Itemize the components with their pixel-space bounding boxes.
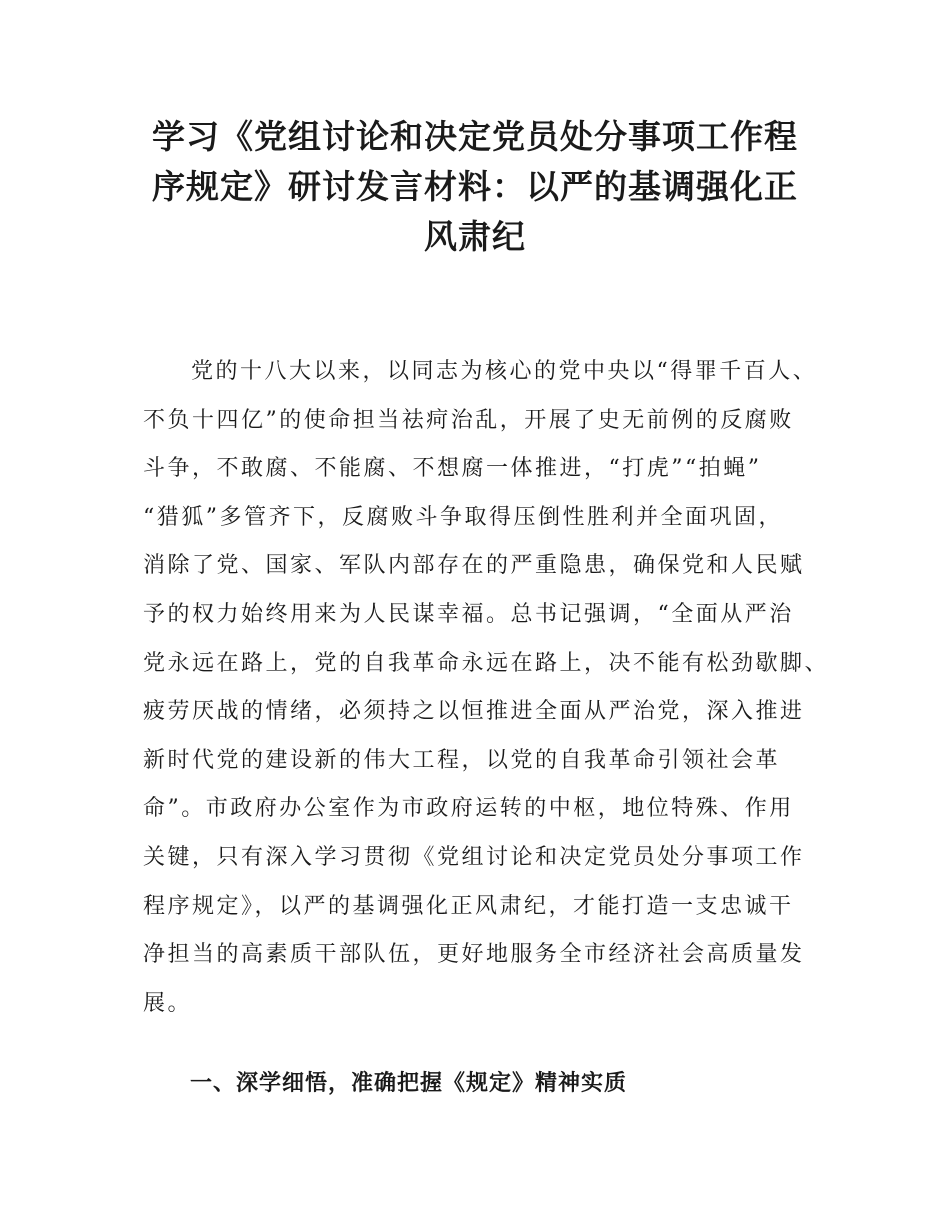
paragraph-line: 命”。市政府办公室作为市政府运转的中枢，地位特殊、作用: [143, 796, 794, 822]
title-line: 学习《党组讨论和决定党员处分事项工作程: [152, 117, 798, 156]
paragraph-line: 斗争，不敢腐、不能腐、不想腐一体推进，“打虎”“拍蝇”: [143, 456, 762, 482]
paragraph-line: 程序规定》，以严的基调强化正风肃纪，才能打造一支忠诚干: [143, 893, 794, 919]
paragraph-line: “猎狐”多管齐下，反腐败斗争取得压倒性胜利并全面巩固，: [143, 504, 783, 530]
paragraph-line: 净担当的高素质干部队伍，更好地服务全市经济社会高质量发: [143, 942, 805, 968]
document-title: [130, 112, 820, 262]
paragraph-line: 予的权力始终用来为人民谋幸福。总书记强调，“全面从严治: [143, 601, 794, 627]
paragraph-line: 党的十八大以来，以同志为核心的党中央以“得罪千百人、: [191, 359, 818, 384]
paragraph-line: 展。: [143, 990, 193, 1016]
paragraph-line: 消除了党、国家、军队内部存在的严重隐患，确保党和人民赋: [143, 553, 805, 579]
paragraph-line: 党永远在路上，党的自我革命永远在路上，决不能有松劲歇脚、: [143, 650, 830, 676]
section-heading: 一、深学细悟，准确把握《规定》精神实质: [190, 1071, 628, 1096]
body-paragraph: [143, 348, 833, 1028]
paragraph-line: 新时代党的建设新的伟大工程，以党的自我革命引领社会革: [143, 747, 781, 773]
paragraph-line: 关键，只有深入学习贯彻《党组讨论和决定党员处分事项工作: [143, 844, 805, 870]
paragraph-line: 不负十四亿”的使命担当祛疴治乱，开展了史无前例的反腐败: [143, 407, 794, 433]
paragraph-line: 疲劳厌战的情绪，必须持之以恒推进全面从严治党，深入推进: [143, 699, 805, 725]
title-line: 序规定》研讨发言材料：以严的基调强化正: [152, 167, 798, 206]
title-line: 风肃纪: [424, 217, 526, 256]
